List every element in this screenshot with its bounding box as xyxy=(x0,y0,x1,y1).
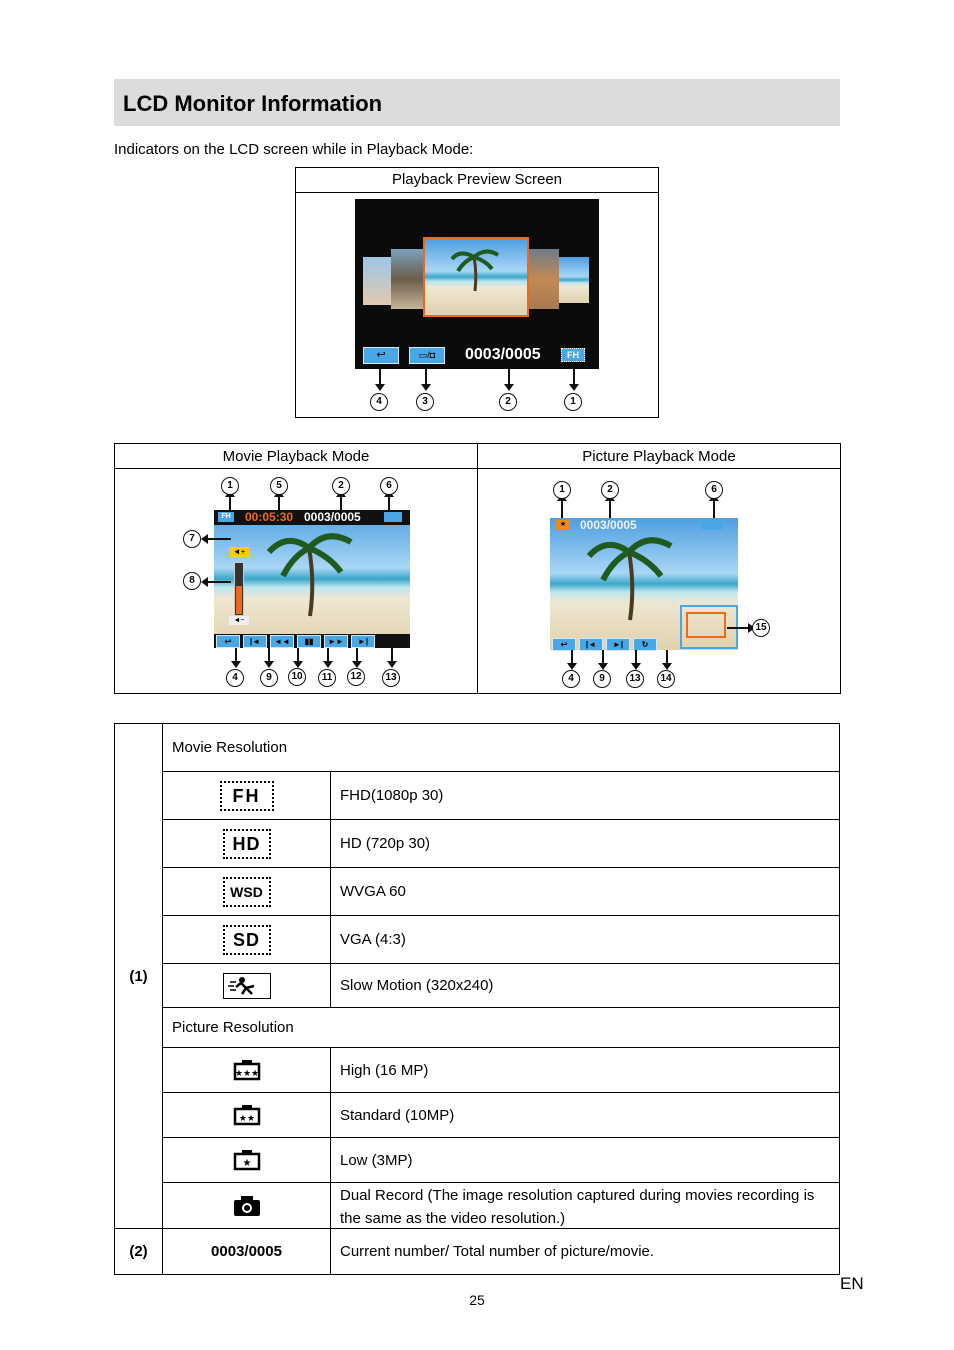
row-1-label-cell xyxy=(114,723,163,1229)
wsd-resolution-icon: WSD xyxy=(223,877,271,907)
row-2-text: Current number/ Total number of picture/movie. xyxy=(340,1243,655,1260)
movie-control-bar xyxy=(214,634,410,648)
icon-cell xyxy=(162,1047,331,1093)
callout: 2 xyxy=(499,393,517,411)
callout: 1 xyxy=(553,481,571,499)
back-button[interactable]: ↩ xyxy=(216,635,240,648)
movie-mode-header: Movie Playback Mode xyxy=(222,448,370,465)
thumb-left2 xyxy=(391,249,423,309)
text-cell xyxy=(330,819,840,868)
section-title-bar xyxy=(114,79,840,126)
camera-one-star-icon xyxy=(233,1149,261,1171)
movie-res-badge: FH xyxy=(218,512,234,522)
preview-header: Playback Preview Screen xyxy=(296,168,658,193)
svg-text:★: ★ xyxy=(242,1158,251,1169)
language-tag: EN xyxy=(840,1274,864,1293)
page-number: 25 xyxy=(469,1292,485,1308)
callout: 9 xyxy=(260,669,278,687)
camera-icon xyxy=(233,1195,261,1217)
arrow xyxy=(207,581,231,583)
callout: 3 xyxy=(416,393,434,411)
thumb-right2 xyxy=(559,257,589,303)
icon-cell xyxy=(162,819,331,868)
arrow xyxy=(561,500,563,518)
arrow xyxy=(666,650,668,664)
prev-button[interactable]: |◄ xyxy=(243,635,267,648)
arrow xyxy=(391,648,393,662)
callout: 2 xyxy=(601,481,619,499)
slow-motion-icon xyxy=(223,973,271,999)
preview-lcd xyxy=(355,199,599,369)
text-cell xyxy=(330,963,840,1008)
movie-row-text: Slow Motion (320x240) xyxy=(340,977,494,994)
rotate-button[interactable]: ↻ xyxy=(633,638,657,651)
text-cell xyxy=(330,915,840,964)
picture-section-label: Picture Resolution xyxy=(172,1019,294,1036)
callout: 7 xyxy=(183,530,201,548)
volume-icon: ◄+ xyxy=(229,547,249,557)
arrow xyxy=(268,648,270,662)
preview-counter: 0003/0005 xyxy=(465,346,541,363)
callout: 11 xyxy=(318,669,336,687)
zoom-area-box xyxy=(686,612,726,638)
picture-mode-header: Picture Playback Mode xyxy=(582,448,736,465)
svg-text:★★★: ★★★ xyxy=(234,1069,259,1079)
preview-res-badge: FH xyxy=(561,348,585,362)
callout: 4 xyxy=(226,669,244,687)
playback-modes-box xyxy=(114,443,841,694)
arrow xyxy=(609,500,611,518)
page-title: LCD Monitor Information xyxy=(123,91,383,116)
rewind-button[interactable]: ◄◄ xyxy=(270,635,294,648)
prev-button[interactable]: |◄ xyxy=(579,638,603,651)
picture-row-text: Standard (10MP) xyxy=(340,1107,455,1124)
movie-counter: 0003/0005 xyxy=(304,510,361,524)
row-2-label-cell xyxy=(114,1228,163,1275)
camera-two-star-icon xyxy=(233,1104,261,1126)
arrow-1 xyxy=(573,369,575,385)
callout: 6 xyxy=(380,477,398,495)
movie-section-header xyxy=(162,723,840,772)
volume-down-icon: ◄− xyxy=(229,616,249,625)
sd-resolution-icon: SD xyxy=(223,925,271,955)
picture-counter: 0003/0005 xyxy=(580,518,637,532)
palm-tree-icon xyxy=(450,243,500,293)
arrow xyxy=(713,500,715,518)
callout: 4 xyxy=(370,393,388,411)
callout: 12 xyxy=(347,668,365,686)
palm-tree-icon xyxy=(265,522,355,618)
next-button[interactable]: ►| xyxy=(351,635,375,648)
preview-box xyxy=(295,167,659,418)
text-cell xyxy=(330,1137,840,1183)
icon-cell xyxy=(162,915,331,964)
callout: 13 xyxy=(626,670,644,688)
callout: 1 xyxy=(564,393,582,411)
intro-text: Indicators on the LCD screen while in Playback Mode: xyxy=(114,141,474,158)
text-cell xyxy=(330,771,840,820)
text-cell xyxy=(330,867,840,916)
next-button[interactable]: ►| xyxy=(606,638,630,651)
callout: 13 xyxy=(382,669,400,687)
callout: 10 xyxy=(288,668,306,686)
text-cell xyxy=(330,1092,840,1138)
arrow xyxy=(388,496,390,510)
text-cell xyxy=(330,1182,840,1229)
hd-resolution-icon: HD xyxy=(223,829,271,859)
callout: 4 xyxy=(562,670,580,688)
back-button[interactable]: ↩ xyxy=(552,638,576,651)
battery-icon xyxy=(384,512,402,522)
thumb-right xyxy=(529,249,559,309)
movie-timecode: 00:05:30 xyxy=(245,510,294,524)
movie-row-text: WVGA 60 xyxy=(340,883,406,900)
text-cell xyxy=(330,1228,840,1275)
callout: 5 xyxy=(270,477,288,495)
icon-cell xyxy=(162,771,331,820)
arrow xyxy=(340,496,342,510)
callout: 9 xyxy=(593,670,611,688)
arrow xyxy=(602,650,604,664)
picture-row-text: Low (3MP) xyxy=(340,1152,413,1169)
callout: 8 xyxy=(183,572,201,590)
icon-cell xyxy=(162,1182,331,1229)
volume-level-bar xyxy=(234,562,244,616)
callout: 2 xyxy=(332,477,350,495)
arrow-4 xyxy=(379,369,381,385)
movie-photo-toggle-icon[interactable]: ▭/◘ xyxy=(409,347,445,364)
arrow xyxy=(235,648,237,662)
icon-cell xyxy=(162,867,331,916)
callout: 6 xyxy=(705,481,723,499)
play-pause-button[interactable]: ▮▮ xyxy=(297,635,321,648)
picture-row-text: High (16 MP) xyxy=(340,1062,429,1079)
arrow xyxy=(229,496,231,510)
movie-row-text: FHD(1080p 30) xyxy=(340,787,444,804)
counter-indicator-icon: 0003/0005 xyxy=(211,1243,282,1260)
callout: 1 xyxy=(221,477,239,495)
arrow xyxy=(327,648,329,662)
arrow-3 xyxy=(425,369,427,385)
icon-cell xyxy=(162,1228,331,1275)
picture-section-header xyxy=(162,1007,840,1048)
movie-row-text: VGA (4:3) xyxy=(340,931,406,948)
icon-cell xyxy=(162,1137,331,1183)
arrow xyxy=(727,627,749,629)
text-cell xyxy=(330,1047,840,1093)
icon-cell xyxy=(162,963,331,1008)
picture-res-badge: ★ xyxy=(556,520,570,530)
arrow xyxy=(278,496,280,510)
movie-row-text: HD (720p 30) xyxy=(340,835,431,852)
indicator-table xyxy=(114,723,840,1275)
picture-row-text: Dual Record (The image resolution captured during movies recording is the same as the video resolution.) xyxy=(340,1187,815,1227)
icon-cell xyxy=(162,1092,331,1138)
arrow xyxy=(207,538,231,540)
callout: 15 xyxy=(752,619,770,637)
svg-text:★★: ★★ xyxy=(238,1114,255,1124)
arrow-2 xyxy=(508,369,510,385)
row-2-label: (2) xyxy=(129,1243,148,1260)
picture-control-bar xyxy=(550,637,680,650)
camera-three-star-icon xyxy=(233,1059,261,1081)
arrow xyxy=(571,650,573,664)
fh-resolution-icon: FH xyxy=(220,781,274,811)
fast-forward-button[interactable]: ►► xyxy=(324,635,348,648)
movie-section-label: Movie Resolution xyxy=(172,739,288,756)
callout: 14 xyxy=(657,670,675,688)
back-icon[interactable]: ↩ xyxy=(363,347,399,364)
arrow xyxy=(297,648,299,662)
battery-icon xyxy=(702,520,722,530)
arrow xyxy=(356,648,358,662)
row-1-label: (1) xyxy=(129,968,148,985)
palm-tree-icon xyxy=(585,526,675,622)
modes-divider xyxy=(477,444,478,693)
arrow xyxy=(635,650,637,664)
thumb-left xyxy=(363,257,391,305)
preview-bottom-bar xyxy=(363,347,593,363)
